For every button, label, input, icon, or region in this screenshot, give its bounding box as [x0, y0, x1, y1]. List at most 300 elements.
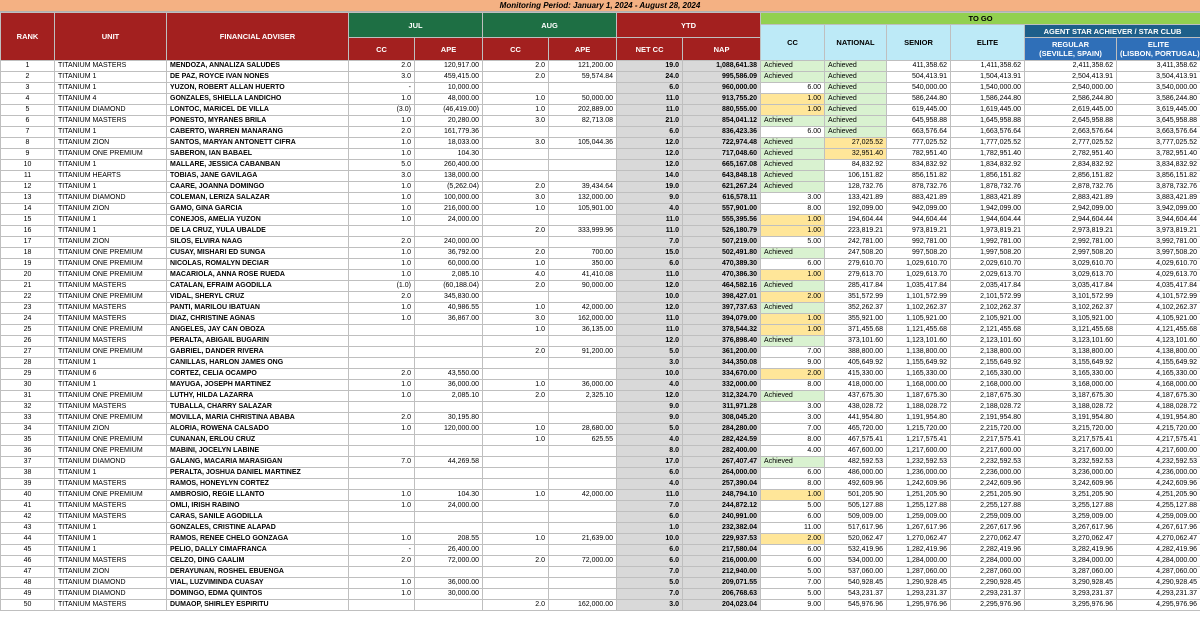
jul-cc-cell: 2.0: [349, 237, 415, 248]
aug-ape-cell: 42,000.00: [549, 490, 617, 501]
table-row: [1, 314, 1200, 325]
senior-cell: 1,215,720.00: [887, 424, 951, 435]
aug-cc-cell: [483, 127, 549, 138]
elite-cell: 2,232,592.53: [951, 457, 1025, 468]
unit-cell: TITANIUM DIAMOND: [55, 589, 167, 600]
rank-cell: 46: [1, 556, 55, 567]
adviser-cell: CARAS, SANILE AGODILLA: [167, 512, 349, 523]
aug-cc-cell: 3.0: [483, 138, 549, 149]
national-cell: 517,617.96: [825, 523, 887, 534]
to-go-cc-cell: Achieved: [761, 391, 825, 402]
nap-cell: 212,940.00: [683, 567, 761, 578]
regular-header: [1025, 38, 1117, 61]
net-cc-cell: 12.0: [617, 391, 683, 402]
national-cell: 505,127.88: [825, 501, 887, 512]
star-elite-cell: 4,284,000.00: [1117, 556, 1200, 567]
aug-ape-cell: 162,000.00: [549, 314, 617, 325]
nap-cell: 209,071.55: [683, 578, 761, 589]
star-elite-cell: 4,035,417.84: [1117, 281, 1200, 292]
rank-cell: 25: [1, 325, 55, 336]
aug-ape-cell: [549, 160, 617, 171]
aug-ape-cell: 132,000.00: [549, 193, 617, 204]
rank-cell: 27: [1, 347, 55, 358]
national-cell: 543,231.37: [825, 589, 887, 600]
jul-cc-cell: (3.0): [349, 105, 415, 116]
star-regular-cell: 3,217,600.00: [1025, 446, 1117, 457]
net-cc-cell: 6.0: [617, 512, 683, 523]
star-regular-cell: 3,168,000.00: [1025, 380, 1117, 391]
adviser-cell: ANGELES, JAY CAN OBOZA: [167, 325, 349, 336]
nap-cell: 284,280.00: [683, 424, 761, 435]
aug-cc-cell: 2.0: [483, 248, 549, 259]
nap-cell: 722,974.48: [683, 138, 761, 149]
rank-cell: 8: [1, 138, 55, 149]
rank-cell: 36: [1, 446, 55, 457]
unit-cell: TITANIUM ONE PREMIUM: [55, 446, 167, 457]
star-elite-cell: 4,270,062.47: [1117, 534, 1200, 545]
aug-ape-cell: 41,410.08: [549, 270, 617, 281]
star-elite-cell: 3,540,000.00: [1117, 83, 1200, 94]
to-go-cc-cell: 9.00: [761, 600, 825, 611]
star-elite-cell: 3,856,151.82: [1117, 171, 1200, 182]
adviser-cell: DUMAOP, SHIRLEY ESPIRITU: [167, 600, 349, 611]
elite-cell: 1,883,421.89: [951, 193, 1025, 204]
aug-ape-cell: 28,680.00: [549, 424, 617, 435]
national-cell: 441,954.80: [825, 413, 887, 424]
rank-cell: 14: [1, 204, 55, 215]
aug-cc-cell: 1.0: [483, 380, 549, 391]
jul-cc-cell: 1.0: [349, 193, 415, 204]
national-cell: 467,600.00: [825, 446, 887, 457]
jul-ape-header: APE: [415, 38, 483, 61]
to-go-cc-cell: 6.00: [761, 512, 825, 523]
net-cc-cell: 7.0: [617, 589, 683, 600]
jul-ape-cell: [415, 468, 483, 479]
senior-cell: 619,445.00: [887, 105, 951, 116]
star-regular-cell: 2,878,732.76: [1025, 182, 1117, 193]
aug-cc-cell: [483, 589, 549, 600]
star-elite-cell: 4,215,720.00: [1117, 424, 1200, 435]
jul-ape-cell: [415, 226, 483, 237]
jul-cc-cell: 1.0: [349, 490, 415, 501]
senior-cell: 1,242,609.96: [887, 479, 951, 490]
net-cc-cell: 5.0: [617, 347, 683, 358]
star-elite-cell: 4,267,617.96: [1117, 523, 1200, 534]
to-go-cc-header: CC: [761, 25, 825, 61]
star-regular-cell: 2,883,421.89: [1025, 193, 1117, 204]
aug-ape-cell: 42,000.00: [549, 303, 617, 314]
adviser-cell: LUTHY, HILDA LAZARRA: [167, 391, 349, 402]
national-cell: 247,508.20: [825, 248, 887, 259]
adviser-cell: CUSAY, MISHARI ED SUNGA: [167, 248, 349, 259]
adviser-cell: PANTI, MARILOU IBATUAN: [167, 303, 349, 314]
national-cell: 405,649.92: [825, 358, 887, 369]
star-elite-cell: 4,029,610.70: [1117, 259, 1200, 270]
net-cc-cell: 10.0: [617, 534, 683, 545]
elite-cell: 2,165,330.00: [951, 369, 1025, 380]
senior-header: SENIOR: [887, 25, 951, 61]
national-cell: Achieved: [825, 105, 887, 116]
aug-cc-cell: 1.0: [483, 94, 549, 105]
aug-ape-cell: [549, 589, 617, 600]
aug-cc-cell: [483, 545, 549, 556]
jul-ape-cell: 18,033.00: [415, 138, 483, 149]
senior-cell: 1,270,062.47: [887, 534, 951, 545]
star-elite-cell: 4,187,675.30: [1117, 391, 1200, 402]
jul-cc-cell: 1.0: [349, 314, 415, 325]
jul-cc-cell: 1.0: [349, 204, 415, 215]
elite-star-location: (LISBON, PORTUGAL): [1120, 49, 1200, 58]
unit-cell: TITANIUM 1: [55, 160, 167, 171]
senior-cell: 1,267,617.96: [887, 523, 951, 534]
star-regular-cell: 3,287,060.00: [1025, 567, 1117, 578]
jul-cc-cell: [349, 600, 415, 611]
unit-cell: TITANIUM 1: [55, 358, 167, 369]
national-cell: 437,675.30: [825, 391, 887, 402]
unit-cell: TITANIUM ONE PREMIUM: [55, 149, 167, 160]
adviser-cell: RAMOS, RENEE CHELO GONZAGA: [167, 534, 349, 545]
senior-cell: 1,029,610.70: [887, 259, 951, 270]
table-row: [1, 127, 1200, 138]
adviser-cell: MAYUGA, JOSEPH MARTINEZ: [167, 380, 349, 391]
net-cc-cell: 11.0: [617, 325, 683, 336]
star-elite-cell: 4,123,101.60: [1117, 336, 1200, 347]
adviser-cell: TUBALLA, CHARRY SALAZAR: [167, 402, 349, 413]
nap-cell: 312,324.70: [683, 391, 761, 402]
to-go-cc-cell: 8.00: [761, 479, 825, 490]
aug-ape-cell: [549, 457, 617, 468]
adviser-cell: TOBIAS, JANE GAVILAGA: [167, 171, 349, 182]
national-cell: 540,928.45: [825, 578, 887, 589]
star-regular-cell: 3,267,617.96: [1025, 523, 1117, 534]
nap-cell: 217,580.04: [683, 545, 761, 556]
jul-ape-cell: 2,085.10: [415, 391, 483, 402]
star-elite-cell: 3,997,508.20: [1117, 248, 1200, 259]
national-cell: 355,921.00: [825, 314, 887, 325]
rank-cell: 18: [1, 248, 55, 259]
star-regular-cell: 3,121,455.68: [1025, 325, 1117, 336]
jul-cc-cell: 2.0: [349, 127, 415, 138]
senior-cell: 1,102,262.37: [887, 303, 951, 314]
national-cell: 532,419.96: [825, 545, 887, 556]
jul-cc-header: CC: [349, 38, 415, 61]
star-regular-cell: 3,165,330.00: [1025, 369, 1117, 380]
net-cc-cell: 12.0: [617, 138, 683, 149]
elite-cell: 2,293,231.37: [951, 589, 1025, 600]
elite-cell: 2,105,921.00: [951, 314, 1025, 325]
jul-ape-cell: [415, 512, 483, 523]
aug-cc-cell: [483, 578, 549, 589]
star-elite-cell: 4,290,928.45: [1117, 578, 1200, 589]
elite-cell: 1,782,951.40: [951, 149, 1025, 160]
table-row: [1, 248, 1200, 259]
to-go-cc-cell: Achieved: [761, 138, 825, 149]
jul-ape-cell: 161,779.36: [415, 127, 483, 138]
table-row: [1, 556, 1200, 567]
adviser-cell: SILOS, ELVIRA NAAG: [167, 237, 349, 248]
aug-cc-cell: 4.0: [483, 270, 549, 281]
unit-cell: TITANIUM ZION: [55, 567, 167, 578]
aug-cc-cell: [483, 501, 549, 512]
adviser-header: FINANCIAL ADVISER: [167, 13, 349, 61]
table-row: [1, 83, 1200, 94]
star-regular-cell: 3,155,649.92: [1025, 358, 1117, 369]
star-regular-cell: 3,105,921.00: [1025, 314, 1117, 325]
aug-cc-cell: 2.0: [483, 600, 549, 611]
table-row: [1, 402, 1200, 413]
adviser-cell: GONZALES, CRISTINE ALAPAD: [167, 523, 349, 534]
rank-cell: 48: [1, 578, 55, 589]
jul-cc-cell: 3.0: [349, 72, 415, 83]
unit-cell: TITANIUM MASTERS: [55, 116, 167, 127]
to-go-cc-cell: Achieved: [761, 149, 825, 160]
unit-cell: TITANIUM 1: [55, 468, 167, 479]
aug-cc-cell: 2.0: [483, 347, 549, 358]
to-go-cc-cell: 3.00: [761, 402, 825, 413]
star-elite-cell: 3,504,413.91: [1117, 72, 1200, 83]
table-row: [1, 259, 1200, 270]
adviser-cell: MENDOZA, ANNALIZA SALUDES: [167, 61, 349, 72]
rank-cell: 40: [1, 490, 55, 501]
star-elite-cell: 3,883,421.89: [1117, 193, 1200, 204]
to-go-cc-cell: 8.00: [761, 435, 825, 446]
unit-cell: TITANIUM MASTERS: [55, 336, 167, 347]
star-elite-cell: 4,105,921.00: [1117, 314, 1200, 325]
star-elite-cell: 4,165,330.00: [1117, 369, 1200, 380]
jul-ape-cell: 30,000.00: [415, 589, 483, 600]
nap-cell: 616,578.11: [683, 193, 761, 204]
jul-ape-cell: 120,000.00: [415, 424, 483, 435]
jul-cc-cell: 2.0: [349, 61, 415, 72]
to-go-cc-cell: Achieved: [761, 248, 825, 259]
elite-cell: 2,270,062.47: [951, 534, 1025, 545]
net-cc-cell: 12.0: [617, 303, 683, 314]
net-cc-cell: 1.0: [617, 523, 683, 534]
rank-cell: 10: [1, 160, 55, 171]
nap-cell: 621,267.24: [683, 182, 761, 193]
net-cc-cell: 9.0: [617, 413, 683, 424]
adviser-cell: NICOLAS, ROMALYN DECIAR: [167, 259, 349, 270]
net-cc-cell: 4.0: [617, 435, 683, 446]
senior-cell: 1,165,330.00: [887, 369, 951, 380]
national-cell: 537,060.00: [825, 567, 887, 578]
table-row: [1, 325, 1200, 336]
jul-cc-cell: 1.0: [349, 578, 415, 589]
adviser-cell: DE LA CRUZ, YULA UBALDE: [167, 226, 349, 237]
jul-cc-cell: [349, 567, 415, 578]
aug-cc-cell: [483, 479, 549, 490]
jul-ape-cell: 26,400.00: [415, 545, 483, 556]
to-go-cc-cell: 1.00: [761, 325, 825, 336]
star-regular-cell: 2,645,958.88: [1025, 116, 1117, 127]
senior-cell: 1,101,572.99: [887, 292, 951, 303]
rank-cell: 1: [1, 61, 55, 72]
table-row: [1, 270, 1200, 281]
star-elite-cell: 4,232,592.53: [1117, 457, 1200, 468]
elite-cell: 2,191,954.80: [951, 413, 1025, 424]
aug-ape-cell: 36,000.00: [549, 380, 617, 391]
nap-cell: 854,041.12: [683, 116, 761, 127]
star-elite-cell: 4,168,000.00: [1117, 380, 1200, 391]
jul-cc-cell: [349, 523, 415, 534]
table-row: [1, 204, 1200, 215]
nap-cell: 960,000.00: [683, 83, 761, 94]
monitoring-period: Monitoring Period: January 1, 2024 - August 28, 2024: [0, 0, 1200, 12]
elite-cell: 2,259,009.00: [951, 512, 1025, 523]
elite-cell: 2,029,613.70: [951, 270, 1025, 281]
star-regular-cell: 3,035,417.84: [1025, 281, 1117, 292]
senior-cell: 973,819.21: [887, 226, 951, 237]
elite-cell: 1,663,576.64: [951, 127, 1025, 138]
net-cc-cell: 11.0: [617, 314, 683, 325]
nap-cell: 206,768.63: [683, 589, 761, 600]
to-go-cc-cell: 6.00: [761, 83, 825, 94]
aug-cc-cell: 2.0: [483, 226, 549, 237]
jul-cc-cell: -: [349, 545, 415, 556]
jul-ape-cell: [415, 325, 483, 336]
to-go-cc-cell: Achieved: [761, 457, 825, 468]
aug-ape-cell: [549, 578, 617, 589]
unit-cell: TITANIUM ONE PREMIUM: [55, 413, 167, 424]
to-go-cc-cell: 1.00: [761, 270, 825, 281]
star-elite-cell: 4,155,649.92: [1117, 358, 1200, 369]
star-regular-cell: 3,029,610.70: [1025, 259, 1117, 270]
nap-cell: 507,219.00: [683, 237, 761, 248]
star-elite-cell: 4,259,009.00: [1117, 512, 1200, 523]
aug-ape-cell: [549, 479, 617, 490]
nap-cell: 282,424.59: [683, 435, 761, 446]
elite-cell: 2,217,600.00: [951, 446, 1025, 457]
net-cc-cell: 10.0: [617, 369, 683, 380]
senior-cell: 1,217,575.41: [887, 435, 951, 446]
regular-location: (SEVILLE, SPAIN): [1039, 49, 1102, 58]
jul-ape-cell: 104.30: [415, 490, 483, 501]
elite-cell: 2,188,028.72: [951, 402, 1025, 413]
nap-cell: 232,382.04: [683, 523, 761, 534]
unit-cell: TITANIUM ONE PREMIUM: [55, 292, 167, 303]
adviser-cell: SANTOS, MARYAN ANTONETT CIFRA: [167, 138, 349, 149]
jul-ape-cell: 40,986.55: [415, 303, 483, 314]
senior-cell: 1,121,455.68: [887, 325, 951, 336]
table-row: [1, 523, 1200, 534]
aug-ape-cell: 350.00: [549, 259, 617, 270]
star-regular-cell: 2,782,951.40: [1025, 149, 1117, 160]
jul-ape-cell: 36,000.00: [415, 578, 483, 589]
unit-cell: TITANIUM 4: [55, 94, 167, 105]
jul-ape-cell: 104.30: [415, 149, 483, 160]
senior-cell: 878,732.76: [887, 182, 951, 193]
jul-cc-cell: [349, 226, 415, 237]
table-row: [1, 237, 1200, 248]
unit-cell: TITANIUM DIAMOND: [55, 105, 167, 116]
jul-cc-cell: [349, 347, 415, 358]
senior-cell: 1,295,976.96: [887, 600, 951, 611]
aug-ape-cell: 121,200.00: [549, 61, 617, 72]
elite-cell: 1,645,958.88: [951, 116, 1025, 127]
jul-ape-cell: 30,195.80: [415, 413, 483, 424]
to-go-cc-cell: 4.00: [761, 446, 825, 457]
elite-cell: 1,411,358.62: [951, 61, 1025, 72]
jul-ape-cell: 24,000.00: [415, 215, 483, 226]
national-cell: 279,613.70: [825, 270, 887, 281]
jul-ape-cell: [415, 523, 483, 534]
adviser-cell: MACARIOLA, ANNA ROSE RUEDA: [167, 270, 349, 281]
table-row: [1, 413, 1200, 424]
net-cc-cell: 14.0: [617, 171, 683, 182]
to-go-cc-cell: 7.00: [761, 347, 825, 358]
rank-cell: 20: [1, 270, 55, 281]
jul-cc-cell: -: [349, 83, 415, 94]
aug-cc-cell: [483, 369, 549, 380]
unit-cell: TITANIUM DIAMOND: [55, 578, 167, 589]
aug-cc-cell: [483, 336, 549, 347]
to-go-cc-cell: 9.00: [761, 358, 825, 369]
elite-cell: 1,586,244.80: [951, 94, 1025, 105]
jul-cc-cell: 1.0: [349, 248, 415, 259]
rank-cell: 45: [1, 545, 55, 556]
rank-cell: 49: [1, 589, 55, 600]
aug-ape-cell: 82,713.08: [549, 116, 617, 127]
adviser-cell: LONTOC, MARICEL DE VILLA: [167, 105, 349, 116]
star-elite-cell: 4,102,262.37: [1117, 303, 1200, 314]
jul-cc-cell: 1.0: [349, 391, 415, 402]
national-cell: 482,592.53: [825, 457, 887, 468]
star-regular-cell: 2,856,151.82: [1025, 171, 1117, 182]
rank-cell: 6: [1, 116, 55, 127]
jul-cc-cell: 1.0: [349, 149, 415, 160]
nap-cell: 264,000.00: [683, 468, 761, 479]
table-row: [1, 369, 1200, 380]
adviser-cell: DIAZ, CHRISTINE AGNAS: [167, 314, 349, 325]
unit-cell: TITANIUM 6: [55, 369, 167, 380]
table-row: [1, 226, 1200, 237]
rank-cell: 11: [1, 171, 55, 182]
aug-ape-cell: 72,000.00: [549, 556, 617, 567]
net-cc-cell: 19.0: [617, 61, 683, 72]
jul-ape-cell: [415, 435, 483, 446]
nap-cell: 398,427.01: [683, 292, 761, 303]
star-regular-cell: 3,251,205.90: [1025, 490, 1117, 501]
to-go-cc-cell: Achieved: [761, 116, 825, 127]
elite-cell: 2,121,455.68: [951, 325, 1025, 336]
senior-cell: 997,508.20: [887, 248, 951, 259]
star-regular-cell: 2,992,781.00: [1025, 237, 1117, 248]
net-cc-cell: 11.0: [617, 94, 683, 105]
nap-cell: 267,407.47: [683, 457, 761, 468]
nap-cell: 836,423.36: [683, 127, 761, 138]
star-regular-cell: 3,270,062.47: [1025, 534, 1117, 545]
unit-cell: TITANIUM 1: [55, 226, 167, 237]
senior-cell: 1,293,231.37: [887, 589, 951, 600]
national-cell: 492,609.96: [825, 479, 887, 490]
rank-cell: 50: [1, 600, 55, 611]
net-cc-cell: 4.0: [617, 479, 683, 490]
jul-ape-cell: 43,550.00: [415, 369, 483, 380]
senior-cell: 1,259,009.00: [887, 512, 951, 523]
to-go-cc-cell: Achieved: [761, 160, 825, 171]
aug-cc-cell: 1.0: [483, 325, 549, 336]
star-elite-cell: 4,217,575.41: [1117, 435, 1200, 446]
star-elite-cell: 4,029,613.70: [1117, 270, 1200, 281]
nap-cell: 240,991.00: [683, 512, 761, 523]
aug-ape-cell: 91,200.00: [549, 347, 617, 358]
adviser-cell: CORTEZ, CELIA OCAMPO: [167, 369, 349, 380]
net-cc-cell: 7.0: [617, 237, 683, 248]
adviser-cell: MALLARE, JESSICA CABANBAN: [167, 160, 349, 171]
table-row: [1, 94, 1200, 105]
nap-cell: 229,937.53: [683, 534, 761, 545]
adviser-cell: MABINI, JOCELYN LABINE: [167, 446, 349, 457]
